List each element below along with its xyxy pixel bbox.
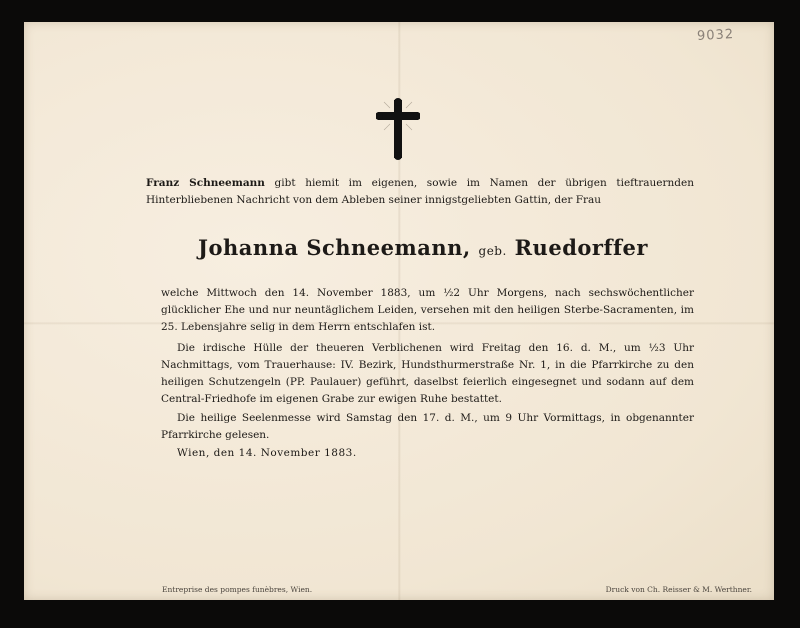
death-notice-paper xyxy=(24,22,774,600)
cross-icon xyxy=(376,98,420,160)
maiden-name: Ruedorffer xyxy=(514,235,648,260)
funeral-paragraph: Die irdische Hülle der theueren Verblichenen wird Freitag den 16. d. M., um ½3 Uhr Nachmittags, vom Trauerhause: IV. Bezirk, Hundsthurmerstraße Nr. 1, in die Pfarrkirche zu den heiligen Schutzengeln (PP. Paulauer) geführt, daselbst feierlich eingesegnet und sodann auf dem Central-Friedhofe im eigenen Grabe zur ewigen Ruhe bestattet. xyxy=(161,342,694,405)
deceased-name: Johanna Schneemann, xyxy=(198,235,471,260)
requiem-paragraph: Die heilige Seelenmesse wird Samstag den 17. d. M., um 9 Uhr Vormittags, in obgenannter Pfarrkirche gelesen. xyxy=(161,412,694,441)
footer-undertaker: Entreprise des pompes funèbres, Wien. xyxy=(162,585,313,594)
deceased-heading xyxy=(48,235,798,260)
dateline: Wien, den 14. November 1883. xyxy=(177,447,357,459)
footer-printer: Druck von Ch. Reisser & M. Werthner. xyxy=(605,585,752,594)
death-paragraph: welche Mittwoch den 14. November 1883, um ½2 Uhr Morgens, nach sechswöchentlicher glücklicher Ehe und nur neuntäglichem Leiden, versehen mit den heiligen Sterbe-Sacramenten, im 25. Lebensjahre selig in dem Herrn entschlafen ist. xyxy=(161,287,694,333)
intro-paragraph xyxy=(146,175,694,209)
nee-label: geb. xyxy=(478,244,507,258)
archive-number: 9032 xyxy=(696,27,735,44)
widower-name: Franz Schneemann xyxy=(146,177,265,189)
intro-text: gibt hiemit im eigenen, sowie im Namen der übrigen tieftrauernden Hinterbliebenen Nachricht von dem Ableben seiner innigstgeliebten Gattin, der Frau xyxy=(146,177,694,206)
